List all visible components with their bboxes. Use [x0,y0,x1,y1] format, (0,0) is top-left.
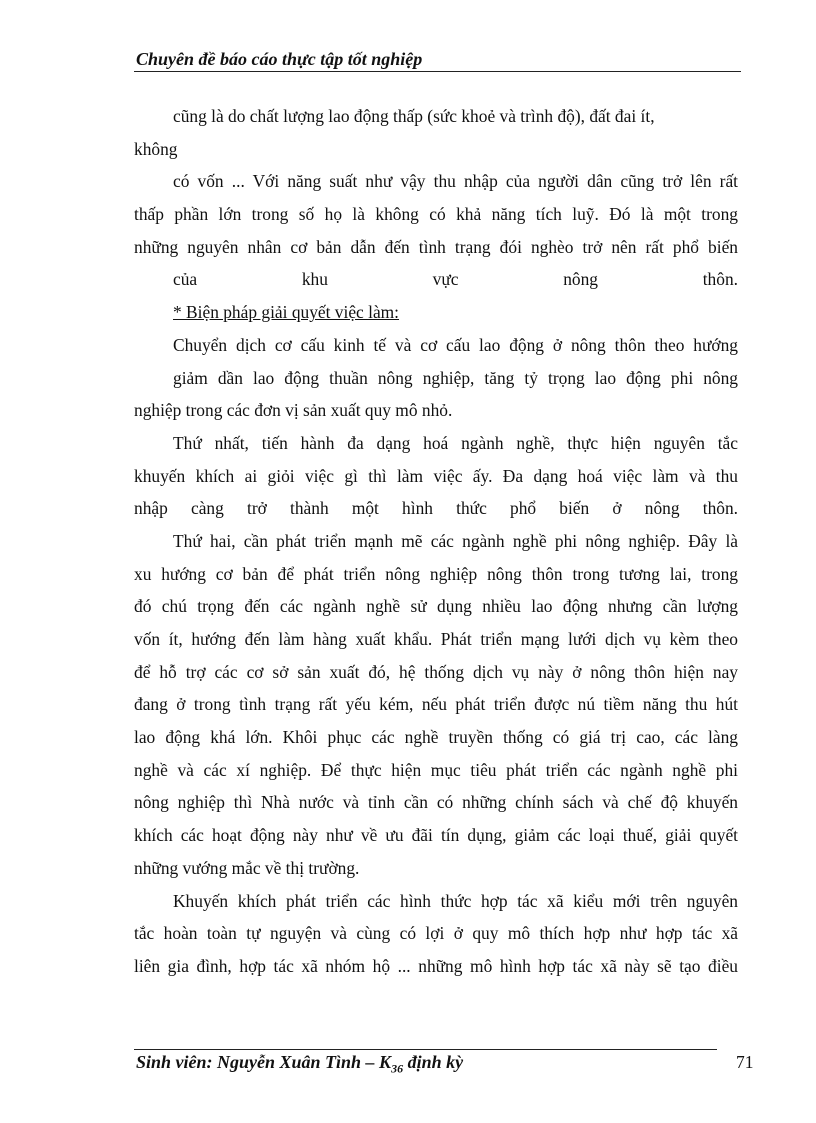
header-divider [134,71,741,72]
section-heading-text: * Biện pháp giải quyết việc làm: [173,302,400,323]
section-heading [134,296,738,329]
body-line: cũng là do chất lượng lao động thấp (sức khoẻ và trình độ), đất đai ít, [173,106,655,126]
student-name-prefix: Sinh viên: Nguyễn Xuân Tình – K [136,1052,392,1072]
header-title: Chuyên đề báo cáo thực tập tốt nghiệp [136,49,423,69]
footer-divider [134,1049,717,1050]
body-line: lao động khá lớn. Khôi phục các nghề truyền thống có giá trị cao, các làng [134,727,738,748]
body-line: không [134,138,178,159]
body-line: để hỗ trợ các cơ sở sản xuất đó, hệ thống dịch vụ này ở nông thôn hiện nay [134,661,738,682]
body-line: Khuyến khích phát triển các hình thức hợp tác xã kiểu mới trên nguyên [173,890,738,911]
body-line: đang ở trong tình trạng rất yếu kém, nếu phát triển được nú tiềm năng thu hút [134,694,738,715]
page-number: 71 [736,1052,754,1072]
body-line: khích các hoạt động này như về ưu đãi tín dụng, giảm các loại thuế, giải quyết [134,825,738,846]
body-line: Thứ nhất, tiến hành đa dạng hoá ngành nghề, thực hiện nguyên tắc [173,432,738,453]
body-line: đó chú trọng đến các ngành nghề sử dụng nhiều lao động nhưng cần lượng [134,596,738,617]
student-class-subscript: 36 [391,1061,404,1076]
body-line: nghề và các xí nghiệp. Để thực hiện mục tiêu phát triển các ngành nghề phi [134,759,738,780]
body-line: giảm dần lao động thuần nông nghiệp, tăng tỷ trọng lao động phi nông [173,367,738,388]
body-line: có vốn ... Với năng suất như vậy thu nhập của người dân cũng trở lên rất [173,171,738,192]
body-line: xu hướng cơ bản để phát triển nông nghiệp nông thôn trong tương lai, trong [134,563,738,584]
body-line: nhập càng trở thành một hình thức phổ biến ở nông thôn. [134,498,738,519]
body-line: những vướng mắc về thị trường. [134,857,360,878]
student-name-suffix: định kỳ [403,1052,464,1072]
body-line: của khu vực nông thôn. [173,269,738,290]
body-line: tắc hoàn toàn tự nguyện và cùng có lợi ở quy mô thích hợp như hợp tác xã [134,923,738,944]
document-body [134,100,738,983]
body-line: vốn ít, hướng đến làm hàng xuất khẩu. Phát triển mạng lưới dịch vụ kèm theo [134,629,738,649]
body-line: thấp phần lớn trong số họ là không có khả năng tích luỹ. Đó là một trong [134,204,738,225]
body-line: liên gia đình, hợp tác xã nhóm hộ ... những mô hình hợp tác xã này sẽ tạo điều [134,955,738,976]
student-name [136,1052,463,1077]
body-line: khuyến khích ai giỏi việc gì thì làm việc ấy. Đa dạng hoá việc làm và thu [134,465,738,486]
body-line: nghiệp trong các đơn vị sản xuất quy mô nhỏ. [134,400,453,421]
body-line: những nguyên nhân cơ bản dẫn đến tình trạng đói nghèo trở nên rất phổ biến [134,236,738,257]
body-line: Thứ hai, cần phát triển mạnh mẽ các ngành nghề phi nông nghiệp. Đây là [173,530,738,551]
body-line: nông nghiệp thì Nhà nước và tỉnh cần có những chính sách và chế độ khuyến [134,792,738,813]
body-line: Chuyển dịch cơ cấu kinh tế và cơ cấu lao động ở nông thôn theo hướng [173,334,738,355]
